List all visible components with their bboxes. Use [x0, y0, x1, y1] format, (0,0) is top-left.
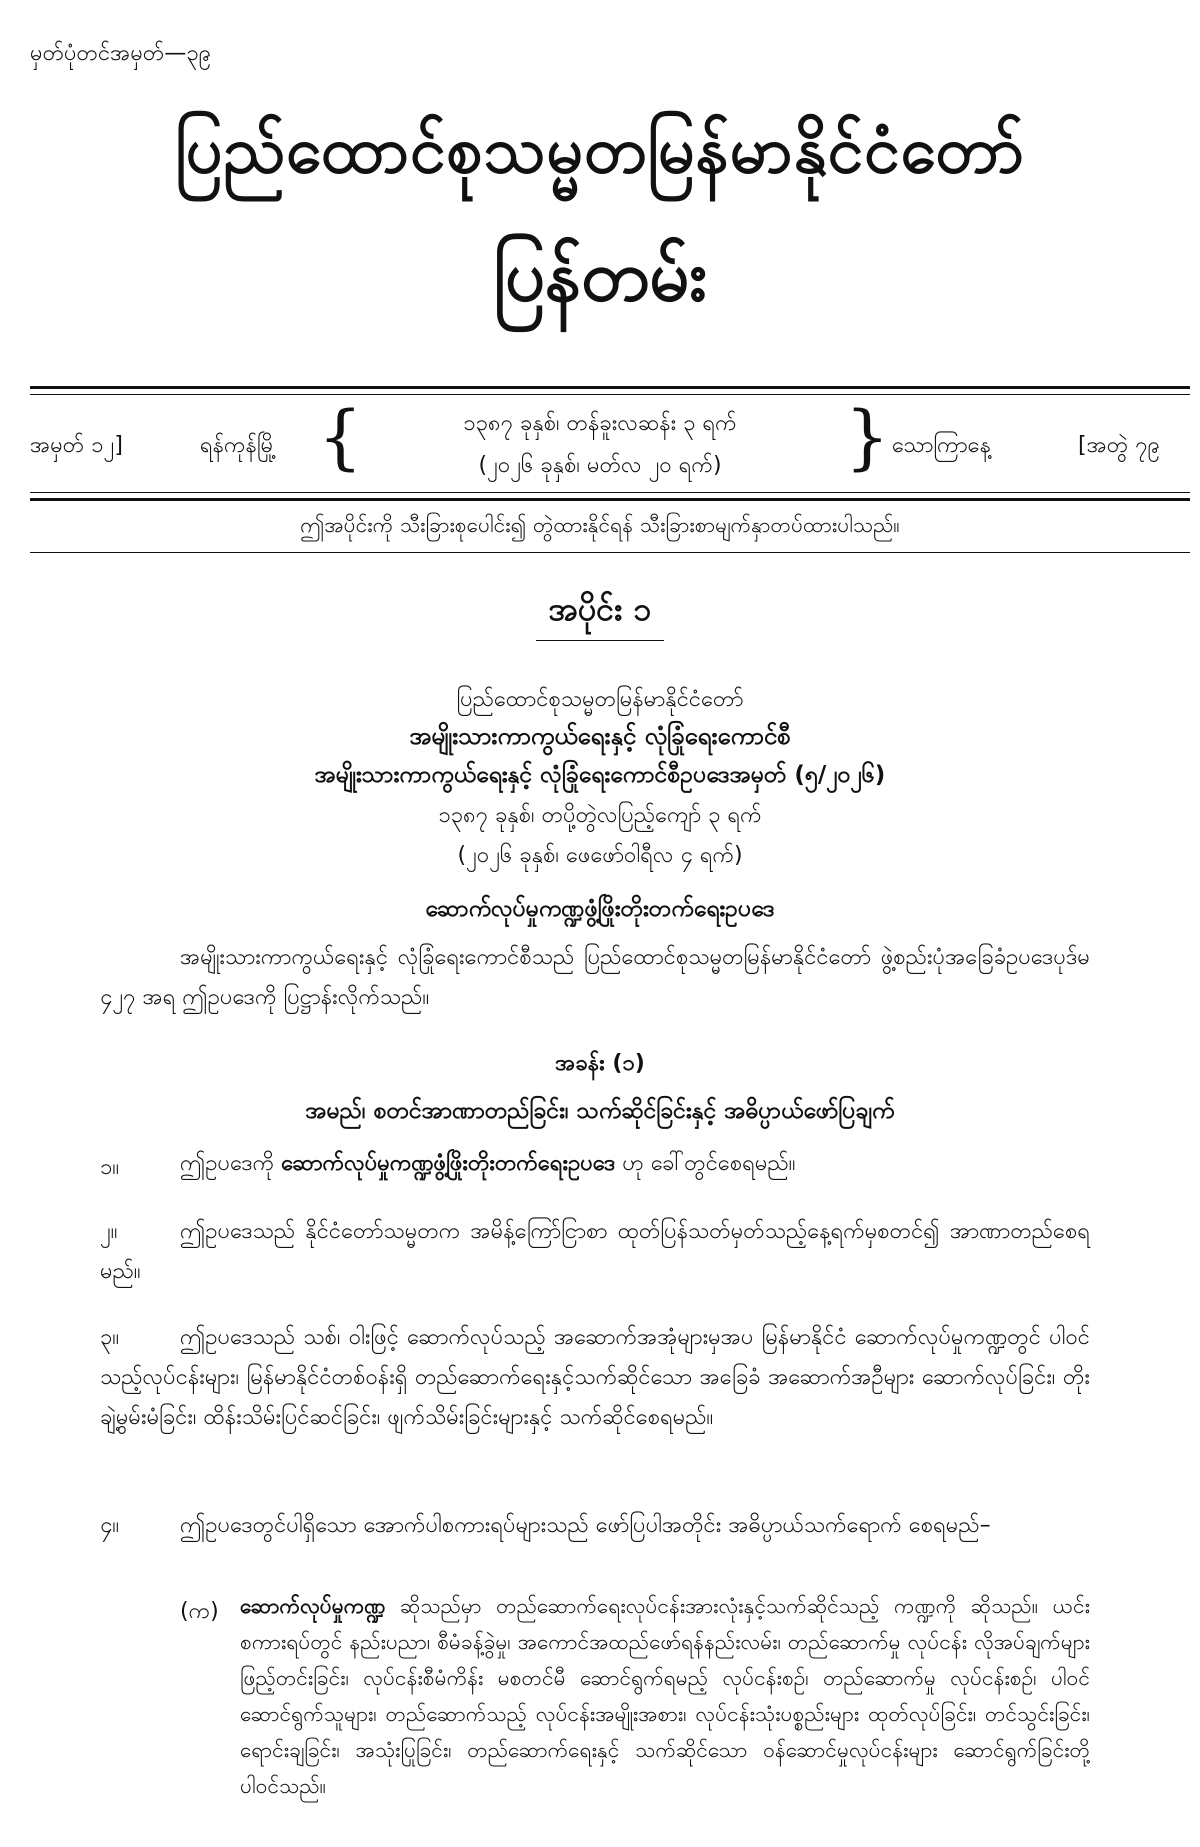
part-underline	[536, 640, 664, 641]
section-text-pre: ဤဥပဒေကို	[180, 1151, 282, 1176]
issue-number: အမှတ် ၁၂]	[30, 433, 123, 458]
law-short-title: ဆောက်လုပ်မှုကဏ္ဍဖွံ့ဖြိုးတိုးတက်ရေးဥပဒေ	[281, 1151, 616, 1176]
section-number: ၃။	[100, 1325, 120, 1350]
issue-date-myanmar: ၁၃၈၇ ခုနှစ်၊ တန်ခူးလဆန်း ၃ ရက်	[463, 411, 737, 436]
header-rule-bottom	[30, 498, 1190, 501]
section-number: ၂။	[100, 1219, 118, 1244]
law-date-gregorian: (၂၀၂၆ ခုနှစ်၊ ဖေဖော်ဝါရီလ ၄ ရက်)	[457, 843, 743, 868]
section-text-post: ဟု ခေါ်တွင်စေရမည်။	[615, 1151, 796, 1176]
section-2	[100, 1212, 1090, 1292]
definition-term: ဆောက်လုပ်မှုကဏ္ဍ	[240, 1594, 386, 1618]
section-text: ဤဥပဒေသည် သစ်၊ ဝါးဖြင့် ဆောက်လုပ်သည့် အဆောက်အအုံများမှအပ မြန်မာနိုင်ငံ ဆောက်လုပ်မှုကဏ္ဍတွင် ပါဝင်သည့်လုပ်ငန်းများ၊ မြန်မာနိုင်ငံတစ်ဝန်းရှိ တည်ဆောက်ရေးနှင့်သက်ဆိုင်သော အခြေခံ အဆောက်အဦများ ဆောက်လုပ်ခြင်း၊ တိုးချဲ့မွမ်းမံခြင်း၊ ထိန်းသိမ်းပြင်ဆင်ခြင်း၊ ဖျက်သိမ်းခြင်းများနှင့် သက်ဆိုင်စေရမည်။	[100, 1325, 1090, 1430]
definition-label: (က)	[180, 1599, 219, 1624]
header-rule-top	[30, 386, 1190, 389]
section-4	[100, 1506, 1090, 1546]
section-text: ဤဥပဒေတွင်ပါရှိသော အောက်ပါစကားရပ်များသည် ဖော်ပြပါအတိုင်း အဓိပ္ပာယ်သက်ရောက် စေရမည်–	[180, 1513, 991, 1538]
law-number: အမျိုးသားကာကွယ်ရေးနှင့် လုံခြုံရေးကောင်စီဥပဒေအမှတ် (၅/၂၀၂၆)	[314, 762, 886, 788]
section-3	[100, 1318, 1090, 1438]
chapter-number: အခန်း (၁)	[555, 1051, 645, 1076]
section-text: ဤဥပဒေသည် နိုင်ငံတော်သမ္မတက အမိန့်ကြော်ငြာစာ ထုတ်ပြန်သတ်မှတ်သည့်နေ့ရက်မှစတင်၍ အာဏာတည်စေရမည်။	[100, 1219, 1090, 1284]
issuer-state: ပြည်ထောင်စုသမ္မတမြန်မာနိုင်ငံတော်	[456, 687, 744, 712]
header-rule-top-thin	[30, 394, 1190, 395]
issuer-council: အမျိုးသားကာကွယ်ရေးနှင့် လုံခြုံရေးကောင်စီ	[409, 722, 791, 750]
right-brace: }	[845, 396, 890, 478]
law-date-myanmar: ၁၃၈၇ ခုနှစ်၊ တပို့တွဲလပြည့်ကျော် ၃ ရက်	[438, 803, 762, 828]
left-brace: {	[318, 396, 363, 478]
section-text	[180, 1144, 1090, 1184]
government-title: ပြည်ထောင်စုသမ္မတမြန်မာနိုင်ငံတော်	[174, 114, 1026, 188]
registration-number: မှတ်ပုံတင်အမှတ်—၃၉	[30, 41, 212, 66]
city: ရန်ကုန်မြို့	[200, 433, 277, 458]
part-title: အပိုင်း ၁	[548, 590, 652, 628]
definition-text	[240, 1588, 1090, 1804]
gazette-title: ပြန်တမ်း	[493, 235, 707, 317]
definition-body: ဆိုသည်မှာ တည်ဆောက်ရေးလုပ်ငန်းအားလုံးနှင့်သက်ဆိုင်သည့် ကဏ္ဍကို ဆိုသည်။ ယင်းစကားရပ်တွင် နည်းပညာ၊ စီမံခန့်ခွဲမှု၊ အကောင်အထည်ဖော်ရန်နည်းလမ်း၊ တည်ဆောက်မှု လုပ်ငန်း လိုအပ်ချက်များဖြည့်တင်းခြင်း၊ လုပ်ငန်းစီမံကိန်း မစတင်မီ ဆောင်ရွက်ရမည့် လုပ်ငန်းစဉ်၊ တည်ဆောက်မှု လုပ်ငန်းစဉ်၊ ပါဝင်ဆောင်ရွက်သူများ၊ တည်ဆောက်သည့် လုပ်ငန်းအမျိုးအစား၊ လုပ်ငန်းသုံးပစ္စည်းများ ထုတ်လုပ်ခြင်း၊ တင်သွင်းခြင်း၊ ရောင်းချခြင်း၊ အသုံးပြုခြင်း၊ တည်ဆောက်ရေးနှင့် သက်ဆိုင်သော ဝန်ဆောင်မှုလုပ်ငန်းများ ဆောင်ရွက်ခြင်းတို့ ပါဝင်သည်။	[240, 1594, 1090, 1798]
issue-date-gregorian: (၂၀၂၆ ခုနှစ်၊ မတ်လ ၂၀ ရက်)	[478, 453, 722, 478]
note-rule	[30, 552, 1190, 553]
section-number: ၁။	[100, 1155, 120, 1180]
chapter-title: အမည်၊ စတင်အာဏာတည်ခြင်း၊ သက်ဆိုင်ခြင်းနှင့် အဓိပ္ပာယ်ဖော်ပြချက်	[305, 1098, 895, 1124]
separation-note: ဤအပိုင်းကို သီးခြားစုပေါင်း၍ တွဲထားနိုင်ရန် သီးခြားစာမျက်နှာတပ်ထားပါသည်။	[300, 513, 900, 537]
preamble: အမျိုးသားကာကွယ်ရေးနှင့် လုံခြုံရေးကောင်စီသည် ပြည်ထောင်စုသမ္မတမြန်မာနိုင်ငံတော် ဖွဲ့စည်းပုံအခြေခံဥပဒေပုဒ်မ ၄၂၇ အရ ဤဥပဒေကို ပြဋ္ဌာန်းလိုက်သည်။	[100, 945, 1090, 1010]
section-number: ၄။	[100, 1513, 120, 1538]
header-rule-bottom-thin	[30, 492, 1190, 493]
law-title: ဆောက်လုပ်မှုကဏ္ဍဖွံ့ဖြိုးတိုးတက်ရေးဥပဒေ	[425, 896, 775, 922]
weekday: သောကြာနေ့	[892, 433, 991, 458]
volume-number: [အတွဲ ၇၉	[1078, 433, 1160, 458]
